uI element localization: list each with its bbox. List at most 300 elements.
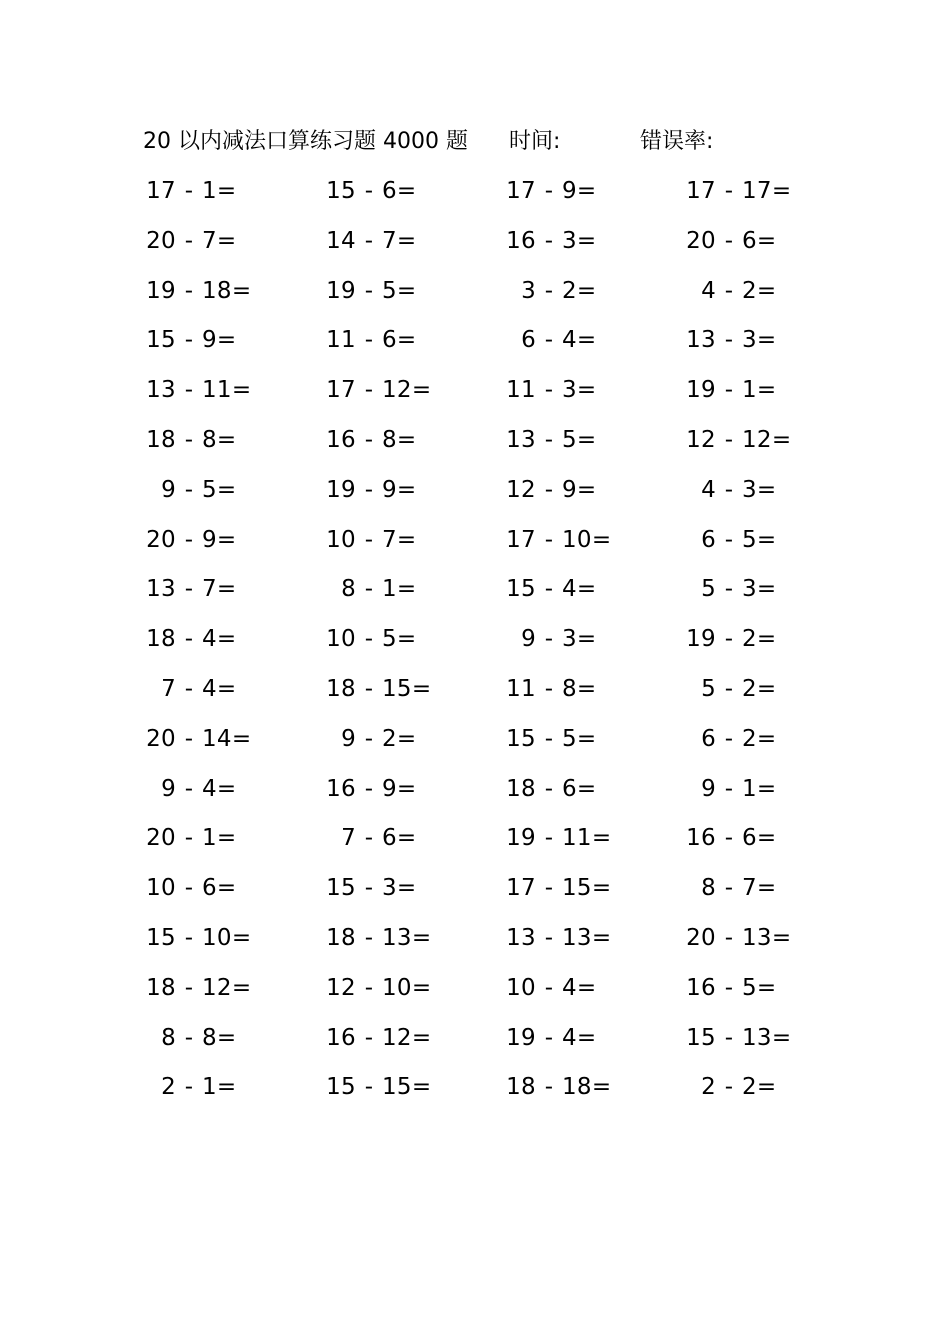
subtrahend-equals: 12= bbox=[742, 426, 792, 453]
minuend: 9 bbox=[341, 725, 356, 752]
subtrahend-equals: 5= bbox=[382, 277, 417, 304]
minuend: 13 bbox=[146, 377, 176, 404]
minus-sign: - bbox=[364, 178, 374, 204]
minus-sign: - bbox=[364, 1024, 374, 1051]
minus-sign: - bbox=[724, 775, 734, 802]
minus-sign: - bbox=[724, 675, 734, 702]
subtraction-problem bbox=[300, 321, 440, 359]
subtraction-problem bbox=[660, 819, 800, 857]
minus-sign: - bbox=[724, 227, 734, 254]
minuend: 16 bbox=[326, 426, 356, 453]
minus-sign: - bbox=[544, 526, 554, 553]
minus-sign: - bbox=[184, 974, 194, 1001]
minus-sign: - bbox=[364, 426, 374, 453]
subtrahend-equals: 1= bbox=[202, 825, 237, 852]
subtrahend-equals: 2= bbox=[742, 626, 777, 653]
minuend: 10 bbox=[506, 974, 536, 1001]
minuend: 13 bbox=[506, 924, 536, 951]
minus-sign: - bbox=[544, 675, 554, 702]
subtraction-problem bbox=[300, 770, 440, 808]
subtraction-problem bbox=[660, 1068, 800, 1106]
minuend: 18 bbox=[326, 924, 356, 951]
subtrahend-equals: 7= bbox=[202, 227, 237, 254]
subtrahend-equals: 5= bbox=[562, 426, 597, 453]
minus-sign: - bbox=[364, 825, 374, 852]
subtraction-problem bbox=[660, 471, 800, 509]
subtrahend-equals: 7= bbox=[382, 227, 417, 254]
minuend: 9 bbox=[701, 775, 716, 802]
subtraction-problem bbox=[660, 421, 800, 459]
subtraction-problem bbox=[300, 670, 440, 708]
minuend: 17 bbox=[146, 178, 176, 204]
minuend: 18 bbox=[146, 626, 176, 653]
problem-row bbox=[0, 919, 950, 969]
subtrahend-equals: 6= bbox=[382, 178, 417, 204]
minuend: 9 bbox=[521, 626, 536, 653]
subtraction-problem bbox=[660, 521, 800, 559]
subtrahend-equals: 12= bbox=[382, 377, 432, 404]
minuend: 13 bbox=[146, 576, 176, 603]
minuend: 20 bbox=[686, 227, 716, 254]
worksheet-header bbox=[0, 124, 950, 160]
problem-row bbox=[0, 321, 950, 371]
subtraction-problem bbox=[300, 919, 440, 957]
subtraction-problem bbox=[480, 471, 620, 509]
subtraction-problem bbox=[120, 272, 260, 310]
subtrahend-equals: 6= bbox=[382, 825, 417, 852]
minus-sign: - bbox=[544, 725, 554, 752]
minuend: 8 bbox=[701, 875, 716, 902]
subtraction-problem bbox=[480, 919, 620, 957]
subtrahend-equals: 7= bbox=[382, 526, 417, 553]
minuend: 16 bbox=[326, 1024, 356, 1051]
minus-sign: - bbox=[724, 924, 734, 951]
subtrahend-equals: 6= bbox=[382, 327, 417, 354]
subtrahend-equals: 10= bbox=[562, 526, 612, 553]
subtraction-problem bbox=[120, 371, 260, 409]
minuend: 19 bbox=[506, 1024, 536, 1051]
subtrahend-equals: 18= bbox=[202, 277, 252, 304]
subtrahend-equals: 13= bbox=[742, 924, 792, 951]
minus-sign: - bbox=[364, 974, 374, 1001]
minus-sign: - bbox=[544, 277, 554, 304]
minus-sign: - bbox=[364, 875, 374, 902]
minuend: 20 bbox=[686, 924, 716, 951]
minuend: 17 bbox=[506, 526, 536, 553]
minus-sign: - bbox=[364, 626, 374, 653]
minuend: 4 bbox=[701, 476, 716, 503]
minus-sign: - bbox=[724, 825, 734, 852]
minuend: 17 bbox=[506, 178, 536, 204]
subtrahend-equals: 7= bbox=[742, 875, 777, 902]
problem-row bbox=[0, 1068, 950, 1118]
minus-sign: - bbox=[184, 875, 194, 902]
subtraction-problem bbox=[120, 471, 260, 509]
subtraction-problem bbox=[480, 720, 620, 758]
subtrahend-equals: 4= bbox=[562, 974, 597, 1001]
subtrahend-equals: 5= bbox=[562, 725, 597, 752]
minuend: 14 bbox=[326, 227, 356, 254]
minuend: 13 bbox=[506, 426, 536, 453]
minuend: 6 bbox=[701, 725, 716, 752]
subtraction-problem bbox=[120, 969, 260, 1007]
minuend: 9 bbox=[161, 476, 176, 503]
subtrahend-equals: 14= bbox=[202, 725, 252, 752]
problem-row bbox=[0, 272, 950, 322]
subtrahend-equals: 3= bbox=[742, 327, 777, 354]
minus-sign: - bbox=[544, 626, 554, 653]
subtraction-problem bbox=[480, 1068, 620, 1106]
minuend: 19 bbox=[326, 476, 356, 503]
minus-sign: - bbox=[544, 825, 554, 852]
problem-row bbox=[0, 521, 950, 571]
subtrahend-equals: 3= bbox=[382, 875, 417, 902]
subtraction-problem bbox=[120, 819, 260, 857]
minuend: 9 bbox=[161, 775, 176, 802]
subtrahend-equals: 2= bbox=[562, 277, 597, 304]
subtrahend-equals: 10= bbox=[382, 974, 432, 1001]
minus-sign: - bbox=[724, 626, 734, 653]
subtraction-problem bbox=[120, 919, 260, 957]
minuend: 15 bbox=[326, 1074, 356, 1101]
subtrahend-equals: 6= bbox=[202, 875, 237, 902]
subtraction-problem bbox=[300, 471, 440, 509]
subtraction-problem bbox=[120, 222, 260, 260]
minus-sign: - bbox=[184, 675, 194, 702]
subtraction-problem bbox=[480, 770, 620, 808]
minuend: 18 bbox=[146, 426, 176, 453]
minuend: 2 bbox=[701, 1074, 716, 1101]
minus-sign: - bbox=[184, 1074, 194, 1101]
subtrahend-equals: 11= bbox=[202, 377, 252, 404]
subtraction-problem bbox=[660, 1019, 800, 1057]
subtrahend-equals: 4= bbox=[562, 327, 597, 354]
subtraction-problem bbox=[480, 371, 620, 409]
minuend: 16 bbox=[506, 227, 536, 254]
subtrahend-equals: 3= bbox=[562, 377, 597, 404]
subtrahend-equals: 15= bbox=[382, 675, 432, 702]
minuend: 18 bbox=[506, 775, 536, 802]
minuend: 18 bbox=[146, 974, 176, 1001]
minus-sign: - bbox=[184, 775, 194, 802]
subtraction-problem bbox=[480, 570, 620, 608]
minuend: 11 bbox=[506, 675, 536, 702]
subtraction-problem bbox=[300, 1019, 440, 1057]
minus-sign: - bbox=[724, 277, 734, 304]
minuend: 5 bbox=[701, 675, 716, 702]
subtraction-problem bbox=[300, 421, 440, 459]
minus-sign: - bbox=[724, 1024, 734, 1051]
subtrahend-equals: 17= bbox=[742, 178, 792, 204]
time-label: 时间: bbox=[509, 129, 561, 154]
problem-row bbox=[0, 222, 950, 272]
minuend: 20 bbox=[146, 526, 176, 553]
minus-sign: - bbox=[544, 974, 554, 1001]
minuend: 11 bbox=[506, 377, 536, 404]
subtrahend-equals: 5= bbox=[202, 476, 237, 503]
subtraction-problem bbox=[300, 272, 440, 310]
subtrahend-equals: 4= bbox=[202, 675, 237, 702]
subtrahend-equals: 5= bbox=[742, 974, 777, 1001]
minus-sign: - bbox=[724, 377, 734, 404]
minus-sign: - bbox=[364, 725, 374, 752]
minuend: 16 bbox=[686, 825, 716, 852]
worksheet-title: 20 以内减法口算练习题 4000 题 bbox=[143, 129, 468, 154]
minus-sign: - bbox=[724, 178, 734, 204]
subtrahend-equals: 1= bbox=[202, 1074, 237, 1101]
subtrahend-equals: 6= bbox=[742, 825, 777, 852]
subtrahend-equals: 3= bbox=[742, 576, 777, 603]
minus-sign: - bbox=[184, 825, 194, 852]
minuend: 10 bbox=[326, 626, 356, 653]
problem-row bbox=[0, 471, 950, 521]
minus-sign: - bbox=[184, 576, 194, 603]
subtrahend-equals: 5= bbox=[742, 526, 777, 553]
subtraction-problem bbox=[480, 321, 620, 359]
subtraction-problem bbox=[480, 1019, 620, 1057]
subtraction-problem bbox=[480, 222, 620, 260]
subtrahend-equals: 8= bbox=[202, 1024, 237, 1051]
subtrahend-equals: 2= bbox=[382, 725, 417, 752]
minuend: 15 bbox=[326, 178, 356, 204]
minus-sign: - bbox=[184, 327, 194, 354]
minuend: 6 bbox=[701, 526, 716, 553]
subtraction-problem bbox=[300, 570, 440, 608]
subtraction-problem bbox=[480, 819, 620, 857]
subtrahend-equals: 6= bbox=[742, 227, 777, 254]
subtraction-problem bbox=[660, 670, 800, 708]
minus-sign: - bbox=[724, 327, 734, 354]
minuend: 17 bbox=[326, 377, 356, 404]
minus-sign: - bbox=[544, 775, 554, 802]
subtrahend-equals: 9= bbox=[382, 775, 417, 802]
subtraction-problem bbox=[120, 770, 260, 808]
problem-row bbox=[0, 770, 950, 820]
problem-row bbox=[0, 670, 950, 720]
subtrahend-equals: 1= bbox=[742, 377, 777, 404]
minus-sign: - bbox=[544, 227, 554, 254]
subtraction-problem bbox=[300, 819, 440, 857]
minus-sign: - bbox=[364, 227, 374, 254]
minuend: 12 bbox=[326, 974, 356, 1001]
subtrahend-equals: 11= bbox=[562, 825, 612, 852]
minus-sign: - bbox=[544, 1024, 554, 1051]
subtrahend-equals: 8= bbox=[382, 426, 417, 453]
subtraction-problem bbox=[120, 570, 260, 608]
minuend: 19 bbox=[506, 825, 536, 852]
subtraction-problem bbox=[660, 172, 800, 210]
minuend: 10 bbox=[146, 875, 176, 902]
problem-row bbox=[0, 421, 950, 471]
minus-sign: - bbox=[724, 476, 734, 503]
subtrahend-equals: 7= bbox=[202, 576, 237, 603]
subtraction-problem bbox=[660, 720, 800, 758]
minuend: 10 bbox=[326, 526, 356, 553]
minus-sign: - bbox=[544, 426, 554, 453]
subtraction-problem bbox=[300, 620, 440, 658]
minuend: 7 bbox=[161, 675, 176, 702]
subtrahend-equals: 3= bbox=[742, 476, 777, 503]
minus-sign: - bbox=[364, 526, 374, 553]
minuend: 11 bbox=[326, 327, 356, 354]
subtrahend-equals: 2= bbox=[742, 675, 777, 702]
minus-sign: - bbox=[544, 377, 554, 404]
minus-sign: - bbox=[184, 178, 194, 204]
subtraction-problem bbox=[660, 222, 800, 260]
minus-sign: - bbox=[364, 476, 374, 503]
subtraction-problem bbox=[300, 172, 440, 210]
problem-row bbox=[0, 172, 950, 222]
subtrahend-equals: 2= bbox=[742, 277, 777, 304]
subtraction-problem bbox=[660, 969, 800, 1007]
minus-sign: - bbox=[184, 924, 194, 951]
subtrahend-equals: 8= bbox=[562, 675, 597, 702]
subtrahend-equals: 12= bbox=[382, 1024, 432, 1051]
subtrahend-equals: 4= bbox=[562, 576, 597, 603]
error-rate-label: 错误率: bbox=[640, 129, 714, 154]
minus-sign: - bbox=[364, 576, 374, 603]
subtraction-problem bbox=[660, 770, 800, 808]
minus-sign: - bbox=[544, 924, 554, 951]
minus-sign: - bbox=[184, 277, 194, 304]
minus-sign: - bbox=[364, 675, 374, 702]
minuend: 15 bbox=[506, 576, 536, 603]
subtrahend-equals: 4= bbox=[562, 1024, 597, 1051]
problem-row bbox=[0, 1019, 950, 1069]
minus-sign: - bbox=[544, 875, 554, 902]
minus-sign: - bbox=[184, 526, 194, 553]
minuend: 6 bbox=[521, 327, 536, 354]
problem-row bbox=[0, 869, 950, 919]
minus-sign: - bbox=[364, 277, 374, 304]
minuend: 20 bbox=[146, 725, 176, 752]
subtrahend-equals: 13= bbox=[562, 924, 612, 951]
subtraction-problem bbox=[120, 670, 260, 708]
minuend: 15 bbox=[146, 327, 176, 354]
subtraction-problem bbox=[480, 869, 620, 907]
minuend: 7 bbox=[341, 825, 356, 852]
subtraction-problem bbox=[480, 670, 620, 708]
subtrahend-equals: 3= bbox=[562, 626, 597, 653]
subtrahend-equals: 1= bbox=[202, 178, 237, 204]
minuend: 18 bbox=[506, 1074, 536, 1101]
subtrahend-equals: 2= bbox=[742, 725, 777, 752]
minus-sign: - bbox=[364, 924, 374, 951]
subtraction-problem bbox=[120, 1019, 260, 1057]
problem-row bbox=[0, 720, 950, 770]
subtraction-problem bbox=[660, 919, 800, 957]
subtraction-problem bbox=[660, 620, 800, 658]
minus-sign: - bbox=[364, 327, 374, 354]
subtraction-problem bbox=[660, 371, 800, 409]
minus-sign: - bbox=[364, 775, 374, 802]
minus-sign: - bbox=[184, 725, 194, 752]
subtrahend-equals: 10= bbox=[202, 924, 252, 951]
subtrahend-equals: 9= bbox=[562, 476, 597, 503]
subtrahend-equals: 18= bbox=[562, 1074, 612, 1101]
minuend: 19 bbox=[146, 277, 176, 304]
subtraction-problem bbox=[480, 521, 620, 559]
subtraction-problem bbox=[660, 570, 800, 608]
minuend: 2 bbox=[161, 1074, 176, 1101]
subtrahend-equals: 9= bbox=[202, 327, 237, 354]
subtrahend-equals: 9= bbox=[202, 526, 237, 553]
subtraction-problem bbox=[480, 969, 620, 1007]
subtraction-problem bbox=[480, 421, 620, 459]
problem-grid bbox=[0, 172, 950, 1118]
minus-sign: - bbox=[184, 377, 194, 404]
minus-sign: - bbox=[724, 1074, 734, 1101]
minuend: 19 bbox=[326, 277, 356, 304]
problem-row bbox=[0, 969, 950, 1019]
minuend: 20 bbox=[146, 227, 176, 254]
minus-sign: - bbox=[544, 327, 554, 354]
minus-sign: - bbox=[184, 227, 194, 254]
minus-sign: - bbox=[364, 1074, 374, 1101]
subtrahend-equals: 8= bbox=[202, 426, 237, 453]
subtraction-problem bbox=[120, 172, 260, 210]
minuend: 19 bbox=[686, 626, 716, 653]
minuend: 15 bbox=[506, 725, 536, 752]
subtraction-problem bbox=[660, 321, 800, 359]
minus-sign: - bbox=[724, 875, 734, 902]
problem-row bbox=[0, 620, 950, 670]
minuend: 13 bbox=[686, 327, 716, 354]
subtrahend-equals: 3= bbox=[562, 227, 597, 254]
subtraction-problem bbox=[300, 371, 440, 409]
subtraction-problem bbox=[300, 521, 440, 559]
minuend: 8 bbox=[161, 1024, 176, 1051]
subtrahend-equals: 12= bbox=[202, 974, 252, 1001]
subtrahend-equals: 4= bbox=[202, 626, 237, 653]
minus-sign: - bbox=[184, 626, 194, 653]
subtrahend-equals: 13= bbox=[382, 924, 432, 951]
minus-sign: - bbox=[544, 476, 554, 503]
subtrahend-equals: 1= bbox=[382, 576, 417, 603]
subtraction-problem bbox=[120, 321, 260, 359]
subtrahend-equals: 15= bbox=[562, 875, 612, 902]
subtraction-problem bbox=[480, 620, 620, 658]
problem-row bbox=[0, 371, 950, 421]
subtrahend-equals: 9= bbox=[562, 178, 597, 204]
minuend: 8 bbox=[341, 576, 356, 603]
minuend: 12 bbox=[506, 476, 536, 503]
subtrahend-equals: 6= bbox=[562, 775, 597, 802]
minus-sign: - bbox=[364, 377, 374, 404]
subtraction-problem bbox=[300, 222, 440, 260]
minus-sign: - bbox=[544, 178, 554, 204]
minuend: 12 bbox=[686, 426, 716, 453]
minus-sign: - bbox=[724, 426, 734, 453]
subtraction-problem bbox=[120, 869, 260, 907]
minuend: 3 bbox=[521, 277, 536, 304]
minus-sign: - bbox=[724, 576, 734, 603]
minus-sign: - bbox=[184, 476, 194, 503]
minuend: 16 bbox=[686, 974, 716, 1001]
subtraction-problem bbox=[120, 720, 260, 758]
subtraction-problem bbox=[660, 869, 800, 907]
minus-sign: - bbox=[724, 725, 734, 752]
subtrahend-equals: 4= bbox=[202, 775, 237, 802]
subtraction-problem bbox=[480, 272, 620, 310]
subtraction-problem bbox=[300, 869, 440, 907]
minus-sign: - bbox=[724, 526, 734, 553]
subtraction-problem bbox=[120, 620, 260, 658]
minuend: 15 bbox=[326, 875, 356, 902]
subtrahend-equals: 9= bbox=[382, 476, 417, 503]
problem-row bbox=[0, 570, 950, 620]
problem-row bbox=[0, 819, 950, 869]
